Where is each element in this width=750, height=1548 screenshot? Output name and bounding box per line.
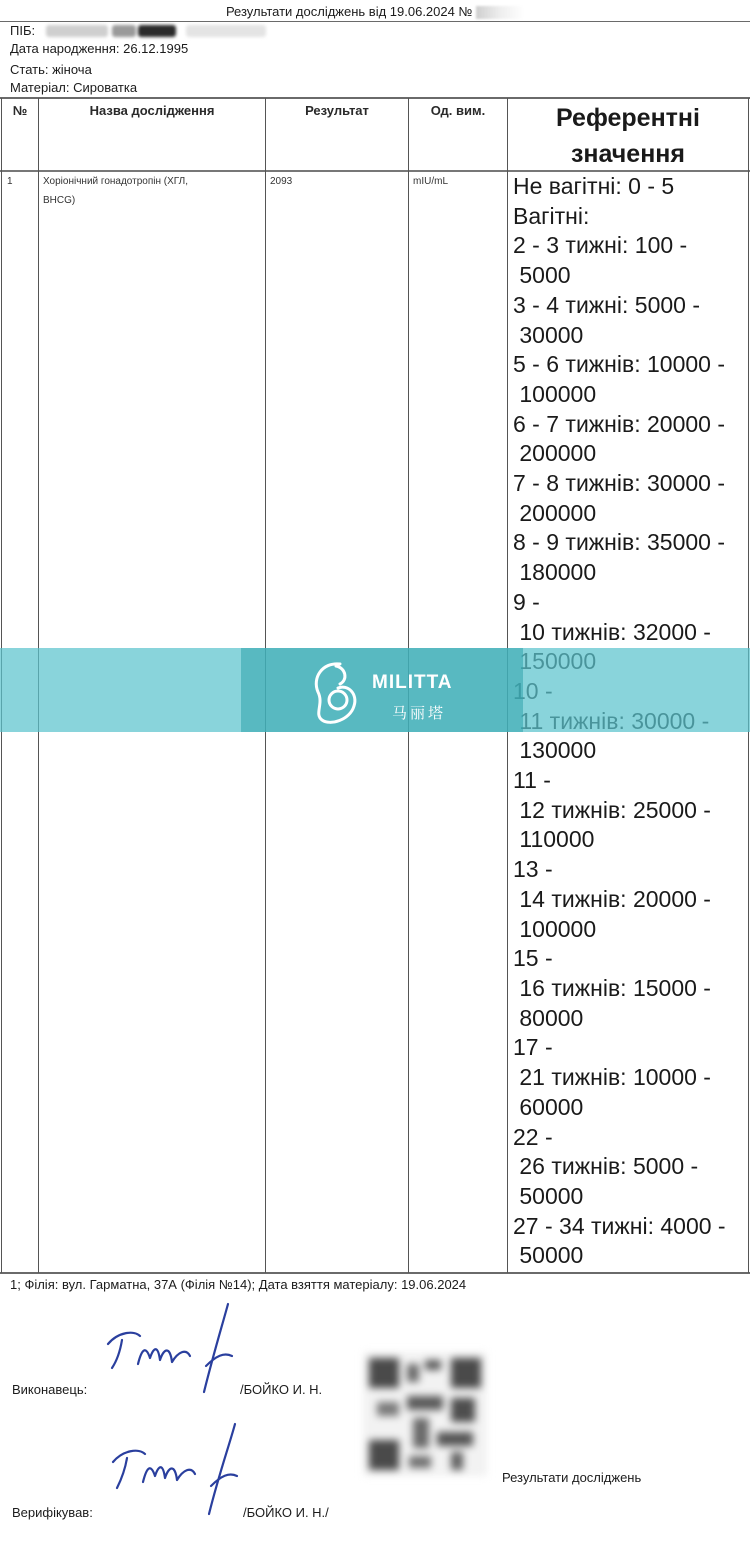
reference-line: 60000 [513,1093,584,1120]
redacted-patient-name [38,24,278,38]
reference-line: 12 тижнів: 25000 - [513,796,711,823]
test-name-line: Хоріонічний гонадотропін (ХГЛ, [43,176,188,187]
qr-code-icon [363,1352,487,1476]
signature-executor [100,1296,250,1396]
table-bottom-border [0,1272,750,1274]
reference-header-line: значення [570,140,685,168]
reference-line: 9 - [513,588,540,615]
reference-line: 50000 [513,1242,584,1269]
footer-note: 1; Філія: вул. Гарматна, 37А (Філія №14); Дата взяття матеріалу: 19.06.2024 [10,1277,467,1292]
reference-line: 17 - [513,1034,553,1061]
row-number: 1 [7,176,13,187]
column-header-unit: Од. вим. [430,103,486,118]
reference-line: 2 - 3 тижні: 100 - [513,232,688,259]
title-text: Результати досліджень від 19.06.2024 [225,4,455,19]
test-name-line: BHCG) [43,195,76,206]
reference-line: 80000 [513,1004,584,1031]
reference-line: 15 - [513,945,553,972]
reference-line: Вагітні: [513,202,590,229]
test-name [43,172,263,210]
column-header-number: № [12,103,28,118]
redacted-number [476,6,524,19]
watermark-brand-cn: 马丽塔 [392,705,447,722]
number-label: № [458,4,473,19]
reference-line: 16 тижнів: 15000 - [513,974,711,1001]
column-header-result: Результат [305,103,369,118]
test-unit: mIU/mL [413,176,448,187]
reference-line: 5000 [513,262,571,289]
column-header-name: Назва дослідження [89,103,215,118]
signature-verifier [105,1418,255,1518]
reference-line: 180000 [513,559,597,586]
patient-label: ПІБ: [10,23,36,38]
watermark-brand: MILITTA [372,672,453,693]
reference-line: 50000 [513,1182,584,1209]
mother-child-logo-icon [300,654,364,726]
birth-date: Дата народження: 26.12.1995 [10,41,189,56]
executor-name: /БОЙКО И. Н. [240,1382,323,1397]
reference-line: 5 - 6 тижнів: 10000 - [513,351,725,378]
material: Матеріал: Сироватка [10,80,138,95]
sex: Стать: жіноча [10,62,92,77]
reference-line: 6 - 7 тижнів: 20000 - [513,410,725,437]
executor-label: Виконавець: [12,1382,88,1397]
reference-line: 100000 [513,915,597,942]
reference-line: 27 - 34 тижні: 4000 - [513,1212,726,1239]
reference-line: 130000 [513,737,597,764]
reference-line: 11 - [513,767,551,794]
qr-caption: Результати досліджень [502,1470,642,1485]
document-title [0,4,750,19]
reference-line: 110000 [513,826,595,853]
header-divider [0,21,750,22]
reference-line: 30000 [513,321,584,348]
verified-name: /БОЙКО И. Н./ [243,1505,329,1520]
reference-line: 200000 [513,499,597,526]
reference-line: 200000 [513,440,597,467]
reference-line: 7 - 8 тижнів: 30000 - [513,470,725,497]
reference-header-line: Референтні [556,104,700,132]
reference-line: 10 тижнів: 32000 - [513,618,711,645]
table-top-border [0,97,750,99]
reference-line: 100000 [513,380,597,407]
reference-line: 21 тижнів: 10000 - [513,1064,711,1091]
column-header-reference [508,100,748,172]
reference-line: 13 - [513,856,553,883]
reference-line: Не вагітні: 0 - 5 [513,173,675,199]
reference-line: 26 тижнів: 5000 - [513,1153,699,1180]
test-result: 2093 [270,176,293,187]
reference-line: 14 тижнів: 20000 - [513,885,711,912]
reference-line: 8 - 9 тижнів: 35000 - [513,529,725,556]
verified-label: Верифікував: [12,1505,93,1520]
reference-line: 3 - 4 тижні: 5000 - [513,291,700,318]
reference-line: 22 - [513,1123,553,1150]
